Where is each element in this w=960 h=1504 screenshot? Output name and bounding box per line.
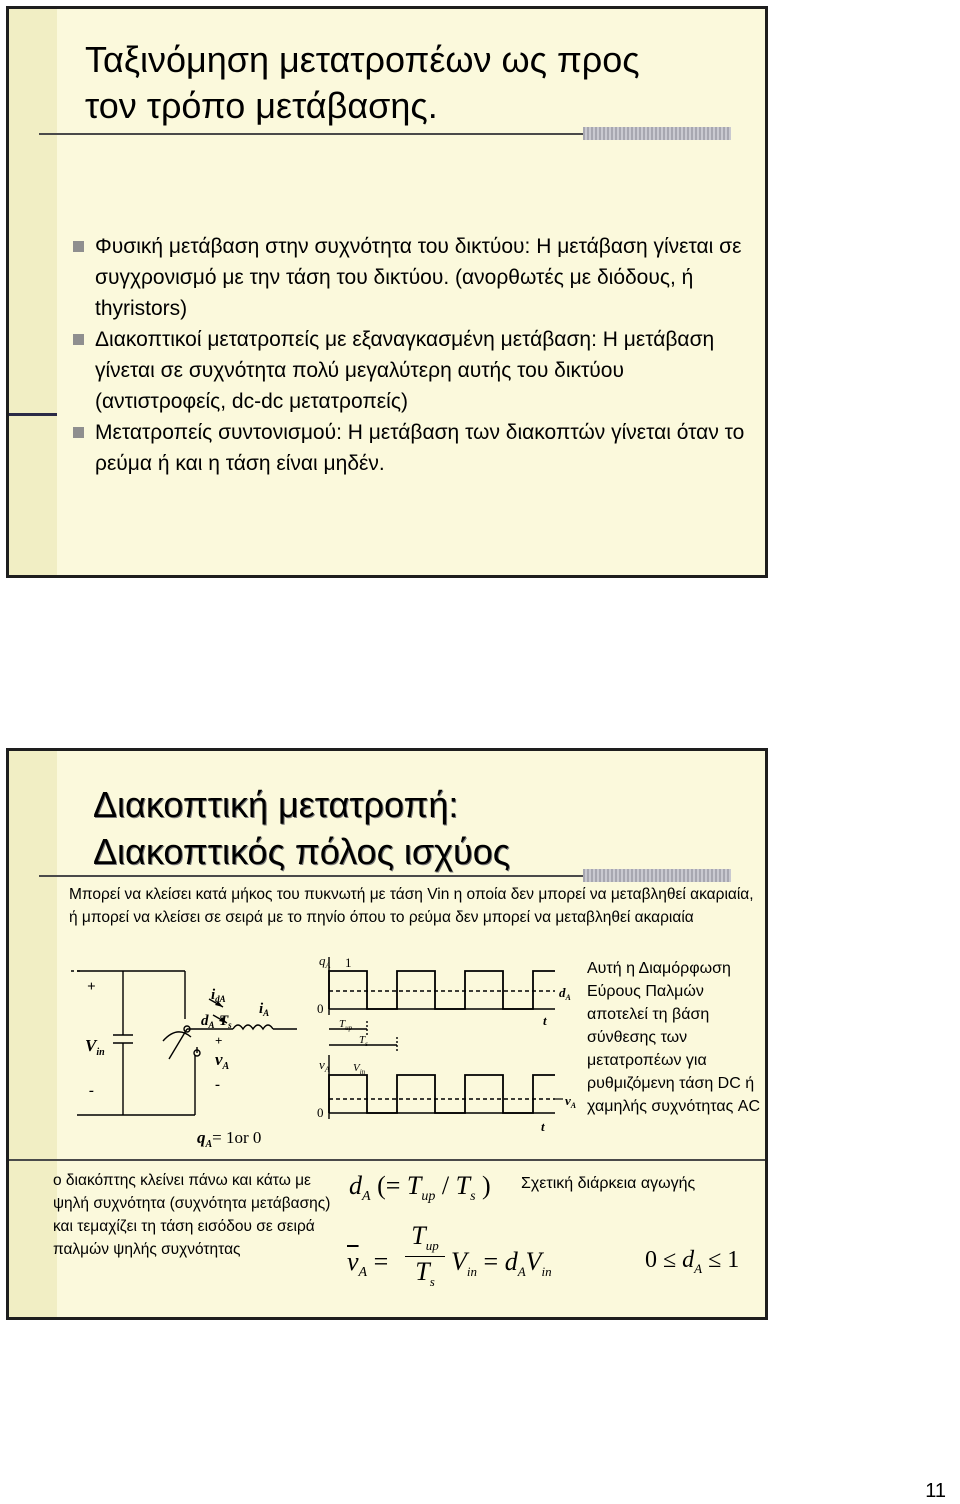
qa-label: q bbox=[197, 1128, 206, 1147]
wave-tup-subscript: up bbox=[345, 1024, 353, 1032]
wave-qa-label: q bbox=[319, 953, 326, 968]
duty-ratio-equation: $d_A$ (= $T_{up} / T_s$ ) bbox=[349, 1171, 491, 1205]
bullet-square-icon bbox=[73, 241, 84, 252]
svg-text:vA bbox=[565, 1093, 577, 1110]
pwm-side-note: Αυτή η Διαμόρφωση Εύρους Παλμών αποτελεί τη βάση σύνθεσης των μετατροπέων για ρυθμιζόμενη τάση DC ή χαμηλής συχνότητας AC bbox=[587, 960, 761, 1115]
ia-subscript: A bbox=[263, 1008, 270, 1018]
wave-va-avg-subscript: A bbox=[570, 1101, 577, 1110]
slide-2-title-line-1: Διακοπτική μετατροπή: bbox=[93, 784, 459, 825]
svg-text:Vin bbox=[85, 1036, 105, 1058]
wave-t-bottom: t bbox=[541, 1119, 545, 1134]
svg-text:iA bbox=[259, 1001, 269, 1018]
wave-zero-top: 0 bbox=[317, 1001, 324, 1016]
svg-text:dA bbox=[201, 1013, 215, 1030]
va-plus-sign: + bbox=[215, 1033, 223, 1048]
bullet-resonant-converters: Μετατροπείς συντονισμού: Η μετάβαση των διακοπτών γίνεται όταν το ρεύμα ή και η τάση είναι μηδέν. bbox=[71, 417, 751, 479]
bullet-square-icon bbox=[73, 427, 84, 438]
wave-ts-subscript: s bbox=[365, 1040, 368, 1048]
va-label: v bbox=[215, 1050, 223, 1069]
slide-left-band bbox=[9, 9, 57, 575]
slide-2 bbox=[6, 748, 768, 1320]
ida-label: i bbox=[211, 987, 216, 1003]
average-voltage-equation: $\overline{v}_A$ = $T_{up}$ $T_s$ $V_{in} = d_AV_{in}$ bbox=[347, 1221, 552, 1290]
va-minus-sign: - bbox=[215, 1077, 220, 1093]
slide-1 bbox=[6, 6, 768, 578]
wave-va-label: v bbox=[319, 1057, 325, 1072]
vin-plus-sign: + bbox=[87, 979, 96, 995]
pwm-waveform-diagram bbox=[305, 951, 585, 1141]
va-subscript: A bbox=[222, 1061, 230, 1072]
title-accent-bar bbox=[583, 127, 731, 140]
bullet-natural-commutation: Φυσική μετάβαση στην συχνότητα του δικτύου: Η μετάβαση γίνεται σε συγχρονισμό με την τάση του δικτύου. (ανορθωτές με διόδους, ή thyristors) bbox=[71, 231, 751, 324]
slide-1-title bbox=[85, 37, 640, 129]
svg-text:Ts bbox=[359, 1034, 368, 1048]
vin-subscript: in bbox=[96, 1047, 105, 1058]
svg-text:Vin bbox=[353, 1062, 366, 1076]
wave-da-label: d bbox=[559, 985, 566, 1000]
intro-text: Μπορεί να κλείσει κατά μήκος του πυκνωτή με τάση Vin η οποία δεν μπορεί να μεταβληθεί ακαριαία, ή μπορεί να κλείσει σε σειρά με το πηνίο όπου το ρεύμα δεν μπορεί να μεταβληθεί ακαριαία bbox=[69, 886, 754, 926]
relative-duration-label: Σχετική διάρκεια αγωγής bbox=[521, 1175, 696, 1192]
switch-da-label: d bbox=[201, 1013, 209, 1029]
wave-va-avg-label: v bbox=[565, 1093, 571, 1108]
left-notch bbox=[9, 413, 57, 416]
switch-da-subscript: A bbox=[208, 1020, 215, 1030]
wave-da-subscript: A bbox=[565, 993, 571, 1002]
svg-text:dA bbox=[559, 985, 572, 1002]
svg-text:Tup bbox=[339, 1018, 353, 1032]
bullet-square-icon bbox=[73, 334, 84, 345]
ia-label: i bbox=[259, 1001, 264, 1017]
wave-qa-subscript: A bbox=[325, 961, 331, 970]
wave-zero-bottom: 0 bbox=[317, 1105, 324, 1120]
wave-one-label: 1 bbox=[345, 955, 352, 970]
qa-subscript: A bbox=[205, 1139, 213, 1150]
slide-1-bullet-list bbox=[71, 231, 751, 479]
title-accent-bar bbox=[583, 869, 731, 882]
qa-value: = 1or 0 bbox=[212, 1128, 262, 1147]
svg-text:idA bbox=[211, 987, 226, 1004]
svg-text:qA bbox=[319, 953, 331, 970]
svg-text:Ts bbox=[219, 1013, 232, 1030]
switch-ts-subscript: s bbox=[228, 1020, 232, 1030]
vin-minus-sign: - bbox=[89, 1083, 94, 1099]
wave-t-top: t bbox=[543, 1013, 547, 1028]
slide-2-title-line-2: Διακοπτικός πόλος ισχύος bbox=[93, 831, 511, 872]
vin-label: V bbox=[85, 1036, 97, 1055]
svg-text:vA bbox=[215, 1050, 230, 1072]
ida-subscript: dA bbox=[215, 994, 226, 1004]
wave-ts-label: T bbox=[359, 1034, 366, 1046]
bottom-divider bbox=[9, 1159, 765, 1161]
wave-tup-label: T bbox=[339, 1018, 346, 1030]
bullet-forced-commutation: Διακοπτικοί μετατροπείς με εξαναγκασμένη μετάβαση: Η μετάβαση γίνεται σε συχνότητα πολύ μεγαλύτερη αυτής του δικτύου (αντιστροφείς, dc-dc μετατροπείς) bbox=[71, 324, 751, 417]
svg-text:qA= 1or 0 bbox=[197, 1128, 261, 1150]
switching-pole-circuit-diagram bbox=[65, 965, 305, 1155]
svg-text:vA bbox=[319, 1057, 330, 1074]
wave-vin-label: V bbox=[353, 1062, 360, 1074]
duty-ratio-range: $0 \le d_A \le 1$ bbox=[645, 1247, 740, 1276]
wave-va-subscript: A bbox=[324, 1065, 330, 1074]
switch-description: ο διακόπτης κλείνει πάνω και κάτω με ψηλή συχνότητα (συχνότητα μετάβασης) και τεμαχίζει τη τάση εισόδου σε σειρά παλμών ψηλής συχνότητας bbox=[53, 1172, 331, 1258]
slide-1-title-line-2: τον τρόπο μετάβασης. bbox=[85, 85, 438, 126]
slide-1-title-line-1: Ταξινόμηση μετατροπέων ως προς bbox=[85, 39, 640, 80]
slide-left-band bbox=[9, 751, 57, 1317]
page-number: 11 bbox=[925, 1480, 946, 1502]
switch-ts-label: T bbox=[219, 1013, 229, 1029]
wave-vin-subscript: in bbox=[359, 1068, 366, 1076]
slide-2-title bbox=[93, 781, 510, 875]
